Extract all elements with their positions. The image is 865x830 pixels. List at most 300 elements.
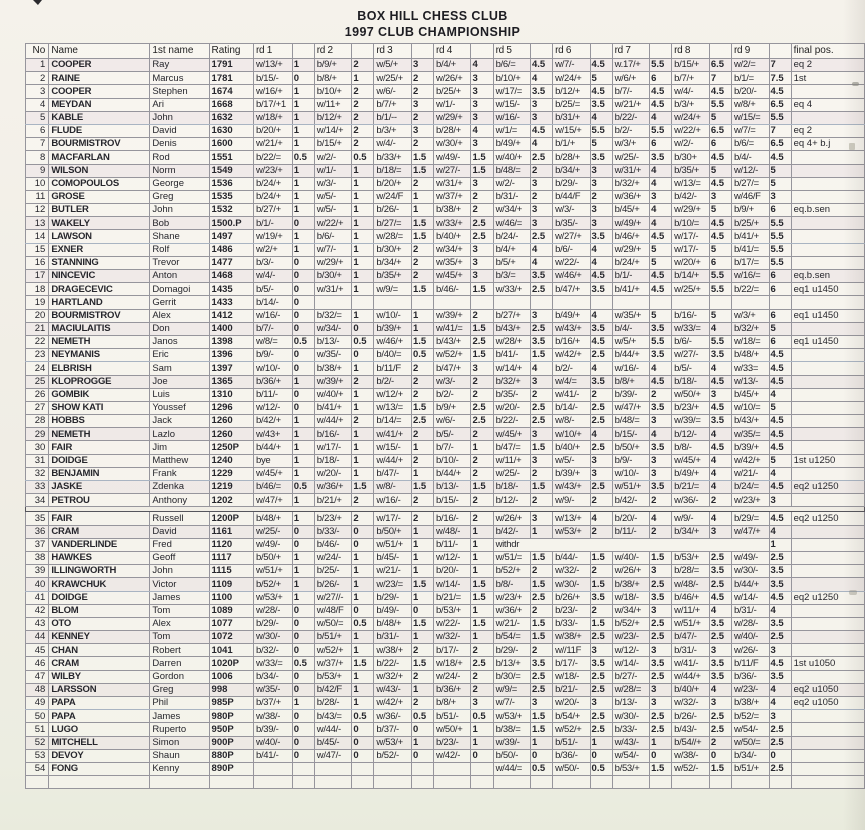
- round-score: 1: [352, 177, 374, 190]
- round-score: 2: [411, 256, 433, 269]
- round-score: 1: [292, 512, 314, 525]
- round-result: b/36/-: [731, 670, 769, 683]
- round-score: 1: [352, 631, 374, 644]
- round-score: 3: [471, 256, 493, 269]
- round-result: w/10/-: [374, 309, 412, 322]
- round-score: 1.5: [650, 762, 672, 775]
- round-result: b/11/-: [612, 525, 649, 538]
- round-score: 3: [769, 190, 791, 203]
- round-result: w/23/-: [731, 683, 769, 696]
- player-rating: 1412: [209, 309, 253, 322]
- player-surname: NEMETH: [49, 428, 150, 441]
- player-rating: 1668: [209, 98, 253, 111]
- round-score: [352, 762, 374, 775]
- round-result: [374, 776, 412, 789]
- round-score: 1: [292, 454, 314, 467]
- round-score: 1: [352, 204, 374, 217]
- player-number: 23: [26, 349, 49, 362]
- round-result: w/4/-: [253, 270, 292, 283]
- round-score: 1: [292, 243, 314, 256]
- round-result: b/28/+: [434, 124, 471, 137]
- round-result: b/31/+: [553, 111, 590, 124]
- round-result: w/5/-: [553, 454, 590, 467]
- player-rating: [209, 776, 253, 789]
- player-number: 45: [26, 644, 49, 657]
- round-result: b/30/+: [314, 270, 352, 283]
- player-rating: 1219: [209, 481, 253, 494]
- round-result: w/22/-: [553, 256, 590, 269]
- player-firstname: Tom: [150, 604, 209, 617]
- round-result: w/25/-: [493, 467, 530, 480]
- round-score: 1.5: [650, 551, 672, 564]
- round-score: 2: [411, 494, 433, 507]
- round-score: 3.5: [590, 283, 612, 296]
- round-result: b/2/-: [612, 124, 649, 137]
- player-firstname: Gerrit: [150, 296, 209, 309]
- player-surname: PETROU: [49, 494, 150, 507]
- round-score: 2: [590, 565, 612, 578]
- round-score: 2: [411, 362, 433, 375]
- round-result: b/20/+: [253, 124, 292, 137]
- round-score: 4.5: [650, 85, 672, 98]
- round-result: b/46/+: [672, 591, 710, 604]
- round-score: 5: [709, 164, 731, 177]
- player-firstname: Shane: [150, 230, 209, 243]
- round-result: w/13/+: [553, 512, 590, 525]
- round-score: 2: [650, 388, 672, 401]
- round-score: [531, 296, 553, 309]
- round-score: [531, 776, 553, 789]
- round-score: 2.5: [590, 631, 612, 644]
- round-score: 1: [352, 401, 374, 414]
- round-score: 4.5: [650, 270, 672, 283]
- round-result: w/5/-: [314, 190, 352, 203]
- round-score: 3.5: [769, 565, 791, 578]
- round-score: 4.5: [650, 283, 672, 296]
- round-score: 1: [471, 525, 493, 538]
- round-score: 0: [650, 749, 672, 762]
- round-score: 1.5: [411, 283, 433, 296]
- round-result: w/24/-: [314, 551, 352, 564]
- player-surname: LUGO: [49, 723, 150, 736]
- round-score: 3: [709, 644, 731, 657]
- round-result: w/12/-: [253, 401, 292, 414]
- header-row: [26, 44, 865, 59]
- final-position: eq 4+ b.j: [791, 138, 864, 151]
- player-firstname: Matthew: [150, 454, 209, 467]
- round-result: w/36/-: [374, 710, 412, 723]
- round-result: w/49/-: [434, 151, 471, 164]
- round-score: 6: [769, 335, 791, 348]
- round-score: 0.5: [292, 335, 314, 348]
- round-score: 4.5: [590, 270, 612, 283]
- round-score: 3: [531, 428, 553, 441]
- player-firstname: David: [150, 525, 209, 538]
- player-number: 4: [26, 98, 49, 111]
- round-result: w/11/+: [493, 454, 530, 467]
- round-result: w/18/-: [612, 591, 649, 604]
- player-surname: JASKE: [49, 481, 150, 494]
- player-row: [26, 349, 865, 362]
- round-score: 5.5: [709, 283, 731, 296]
- round-result: b/49/+: [553, 309, 590, 322]
- round-result: w/47/+: [731, 525, 769, 538]
- player-row: [26, 644, 865, 657]
- round-result: w/50/=: [314, 617, 352, 630]
- round-score: 1: [292, 467, 314, 480]
- round-score: 2: [531, 467, 553, 480]
- round-result: w/44/+: [314, 415, 352, 428]
- round-score: 2.5: [531, 683, 553, 696]
- round-result: w/23/+: [731, 494, 769, 507]
- round-result: w/35/-: [253, 683, 292, 696]
- round-result: b/44/-: [553, 551, 590, 564]
- player-number: 5: [26, 111, 49, 124]
- round-score: 3: [709, 388, 731, 401]
- round-result: w/9/-: [553, 494, 590, 507]
- round-result: w/44/+: [374, 454, 412, 467]
- round-result: w/11/+: [672, 604, 710, 617]
- round-score: 1: [352, 72, 374, 85]
- player-firstname: Victor: [150, 578, 209, 591]
- round-score: 3.5: [590, 375, 612, 388]
- round-result: w/38/+: [374, 644, 412, 657]
- player-firstname: John: [150, 111, 209, 124]
- round-score: 4: [531, 138, 553, 151]
- round-score: 0: [292, 270, 314, 283]
- round-result: w/12/-: [612, 644, 649, 657]
- round-score: 5.5: [590, 124, 612, 137]
- round-result: b/28/+: [553, 151, 590, 164]
- round-result: b/39/-: [253, 723, 292, 736]
- player-row: [26, 388, 865, 401]
- round-result: b/8/-: [672, 441, 710, 454]
- player-number: 36: [26, 525, 49, 538]
- round-score: 2.5: [709, 578, 731, 591]
- round-score: 3: [411, 59, 433, 72]
- round-score: 1: [411, 190, 433, 203]
- player-surname: MITCHELL: [49, 736, 150, 749]
- player-number: 54: [26, 762, 49, 775]
- round-result: w/44/+: [672, 670, 710, 683]
- round-result: b/49/+: [672, 467, 710, 480]
- round-result: b/45/-: [314, 736, 352, 749]
- round-result: w/20/-: [553, 697, 590, 710]
- round-result: b/10/+: [493, 72, 530, 85]
- round-result: w/29/+: [612, 243, 649, 256]
- round-result: b/22/-: [612, 111, 649, 124]
- round-result: b/1/-: [612, 270, 649, 283]
- round-result: b/51/-: [553, 736, 590, 749]
- player-rating: 1250P: [209, 441, 253, 454]
- round-result: b/50/+: [374, 525, 412, 538]
- round-score: [292, 776, 314, 789]
- round-score: 1.5: [471, 591, 493, 604]
- round-result: w/4/=: [553, 375, 590, 388]
- round-score: 5.5: [769, 243, 791, 256]
- round-result: b/36/+: [434, 683, 471, 696]
- round-score: [590, 776, 612, 789]
- round-score: [411, 296, 433, 309]
- championship-title: 1997 CLUB CHAMPIONSHIP: [344, 25, 521, 39]
- player-row: [26, 428, 865, 441]
- round-result: b/52/+: [493, 565, 530, 578]
- round-score: 2.5: [411, 415, 433, 428]
- round-score: 2: [531, 604, 553, 617]
- round-score: 2: [590, 604, 612, 617]
- round-result: w/18/-: [553, 670, 590, 683]
- round-score: 0: [352, 749, 374, 762]
- player-firstname: James: [150, 710, 209, 723]
- player-surname: FAIR: [49, 441, 150, 454]
- round-result: w/43/-: [612, 736, 649, 749]
- player-surname: HOBBS: [49, 415, 150, 428]
- round-result: b/7/+: [672, 72, 710, 85]
- round-score: 1: [352, 683, 374, 696]
- round-result: b/43/+: [493, 322, 530, 335]
- player-row: [26, 723, 865, 736]
- round-score: 3.5: [709, 349, 731, 362]
- round-result: b/40/+: [672, 683, 710, 696]
- round-score: 2: [531, 190, 553, 203]
- player-rating: 998: [209, 683, 253, 696]
- round-result: b/53/+: [672, 551, 710, 564]
- round-result: w/18/+: [253, 111, 292, 124]
- round-result: b/41/+: [731, 230, 769, 243]
- player-number: 7: [26, 138, 49, 151]
- round-score: 0.5: [411, 349, 433, 362]
- round-result: b/2/-: [434, 388, 471, 401]
- round-result: [672, 296, 710, 309]
- round-result: w/44/-: [314, 723, 352, 736]
- round-score: 0: [471, 749, 493, 762]
- round-result: w/17/-: [672, 230, 710, 243]
- round-result: b/34/+: [672, 525, 710, 538]
- player-number: 44: [26, 631, 49, 644]
- round-result: w.17/+: [612, 59, 649, 72]
- player-row: [26, 710, 865, 723]
- club-title: BOX HILL CHESS CLUB: [357, 9, 508, 23]
- round-score: 4.5: [531, 124, 553, 137]
- round-score: 1.5: [709, 762, 731, 775]
- round-score: [471, 296, 493, 309]
- round-score: 1: [471, 723, 493, 736]
- round-result: b/12/+: [314, 111, 352, 124]
- round-score: 3.5: [590, 151, 612, 164]
- final-position: 1st u1250: [791, 454, 864, 467]
- round-score: 3: [709, 697, 731, 710]
- round-score: 5.5: [769, 230, 791, 243]
- player-surname: WILBY: [49, 670, 150, 683]
- player-rating: 1398: [209, 335, 253, 348]
- player-firstname: Youssef: [150, 401, 209, 414]
- round-score: 3: [471, 98, 493, 111]
- round-result: w/40/-: [253, 736, 292, 749]
- round-result: w/52/-: [672, 762, 710, 775]
- round-score: 3: [769, 710, 791, 723]
- player-rating: 1497: [209, 230, 253, 243]
- empty-row: [26, 776, 865, 789]
- round-result: b/48/+: [731, 349, 769, 362]
- round-score: 1: [292, 441, 314, 454]
- player-row: [26, 481, 865, 494]
- round-score: 3: [650, 565, 672, 578]
- round-result: w/10/-: [253, 362, 292, 375]
- round-score: 2: [471, 670, 493, 683]
- round-result: b/51/+: [314, 631, 352, 644]
- round-score: 1.5: [411, 657, 433, 670]
- player-surname: CHAN: [49, 644, 150, 657]
- round-result: w/20/-: [493, 401, 530, 414]
- round-result: w/40/-: [612, 551, 649, 564]
- round-score: 4.5: [650, 375, 672, 388]
- player-surname: DEVOY: [49, 749, 150, 762]
- player-surname: EXNER: [49, 243, 150, 256]
- round-result: b/30/+: [374, 243, 412, 256]
- round-score: 1.5: [411, 617, 433, 630]
- round-score: 1.5: [411, 481, 433, 494]
- round-result: b/27/=: [731, 177, 769, 190]
- player-surname: DOIDGE: [49, 591, 150, 604]
- round-result: b/42/-: [672, 190, 710, 203]
- round-score: 1: [352, 467, 374, 480]
- round-result: b/29/=: [731, 512, 769, 525]
- round-score: 3.5: [709, 670, 731, 683]
- player-number: 34: [26, 494, 49, 507]
- round-score: 2.5: [471, 335, 493, 348]
- player-firstname: David: [150, 124, 209, 137]
- round-score: 2: [411, 111, 433, 124]
- round-score: 3: [650, 415, 672, 428]
- player-rating: 950P: [209, 723, 253, 736]
- round-result: b/22/=: [253, 151, 292, 164]
- round-score: 2.5: [769, 631, 791, 644]
- round-result: b/5/-: [434, 428, 471, 441]
- player-rating: 1549: [209, 164, 253, 177]
- player-surname: BLOM: [49, 604, 150, 617]
- round-score: 2.5: [769, 736, 791, 749]
- round-result: b/29/-: [253, 617, 292, 630]
- player-surname: MACIULAITIS: [49, 322, 150, 335]
- round-score: 2: [411, 670, 433, 683]
- round-score: 7: [769, 124, 791, 137]
- round-score: 3.5: [650, 657, 672, 670]
- player-rating: 1674: [209, 85, 253, 98]
- player-number: 35: [26, 512, 49, 525]
- round-result: b/41/+: [612, 283, 649, 296]
- round-score: 5: [769, 164, 791, 177]
- round-score: 3: [769, 644, 791, 657]
- player-row: [26, 59, 865, 72]
- round-score: 3: [471, 111, 493, 124]
- round-score: 6.5: [709, 124, 731, 137]
- round-result: b/11/-: [434, 538, 471, 551]
- round-result: b/24/+: [253, 190, 292, 203]
- round-score: 1: [769, 538, 791, 551]
- round-result: w/37/+: [314, 657, 352, 670]
- round-result: w/16/=: [731, 270, 769, 283]
- round-result: b/29/-: [374, 591, 412, 604]
- round-result: w/28/+: [493, 335, 530, 348]
- round-score: 3.5: [590, 230, 612, 243]
- player-number: 32: [26, 467, 49, 480]
- round-result: b/6/-: [314, 230, 352, 243]
- column-header: [590, 44, 612, 59]
- round-score: 3: [471, 362, 493, 375]
- round-result: w/10/+: [553, 428, 590, 441]
- round-result: w/10/=: [731, 401, 769, 414]
- round-score: 2.5: [531, 322, 553, 335]
- round-score: 3: [650, 454, 672, 467]
- round-score: [411, 776, 433, 789]
- round-result: w/3/-: [314, 177, 352, 190]
- player-row: [26, 467, 865, 480]
- player-row: [26, 441, 865, 454]
- player-row: [26, 256, 865, 269]
- round-result: b/17/+1: [253, 98, 292, 111]
- column-header: No: [26, 44, 49, 59]
- round-score: 1: [471, 538, 493, 551]
- round-score: 1.5: [471, 481, 493, 494]
- round-result: b/32/=: [314, 309, 352, 322]
- round-score: 1.5: [471, 283, 493, 296]
- round-score: 1: [352, 670, 374, 683]
- round-score: 4.5: [531, 59, 553, 72]
- round-result: w/23/=: [374, 578, 412, 591]
- round-score: 5: [769, 322, 791, 335]
- round-score: 5: [709, 204, 731, 217]
- round-score: 1: [352, 164, 374, 177]
- round-result: w/26/+: [493, 512, 530, 525]
- round-score: 1.5: [590, 578, 612, 591]
- round-score: 4: [650, 204, 672, 217]
- player-surname: GROSE: [49, 190, 150, 203]
- round-result: w/6/-: [434, 415, 471, 428]
- round-result: w/48/-: [434, 525, 471, 538]
- round-score: 0: [352, 538, 374, 551]
- player-rating: 1117: [209, 551, 253, 564]
- round-score: 4.5: [769, 415, 791, 428]
- round-result: w/7/-: [553, 59, 590, 72]
- round-result: w/41/=: [434, 322, 471, 335]
- round-score: 2.5: [471, 657, 493, 670]
- round-result: b/18/-: [672, 375, 710, 388]
- round-score: 3: [590, 177, 612, 190]
- round-score: 3: [650, 467, 672, 480]
- round-result: [314, 762, 352, 775]
- round-score: 5.5: [709, 270, 731, 283]
- round-score: 3.5: [590, 657, 612, 670]
- round-result: b/16/-: [314, 428, 352, 441]
- round-score: 3.5: [709, 565, 731, 578]
- round-result: w/12/+: [374, 388, 412, 401]
- round-result: w/41/-: [553, 388, 590, 401]
- round-result: b/15/-: [253, 72, 292, 85]
- round-score: 7.5: [769, 72, 791, 85]
- player-number: 10: [26, 177, 49, 190]
- player-rating: 985P: [209, 697, 253, 710]
- round-result: b/39/-: [612, 388, 649, 401]
- player-number: 3: [26, 85, 49, 98]
- round-score: 0.5: [531, 762, 553, 775]
- round-score: 3: [411, 98, 433, 111]
- player-row: [26, 309, 865, 322]
- round-score: 0: [292, 72, 314, 85]
- round-score: 3.5: [650, 481, 672, 494]
- round-score: 0.5: [471, 710, 493, 723]
- player-firstname: Geoff: [150, 551, 209, 564]
- round-result: w/28/=: [612, 683, 649, 696]
